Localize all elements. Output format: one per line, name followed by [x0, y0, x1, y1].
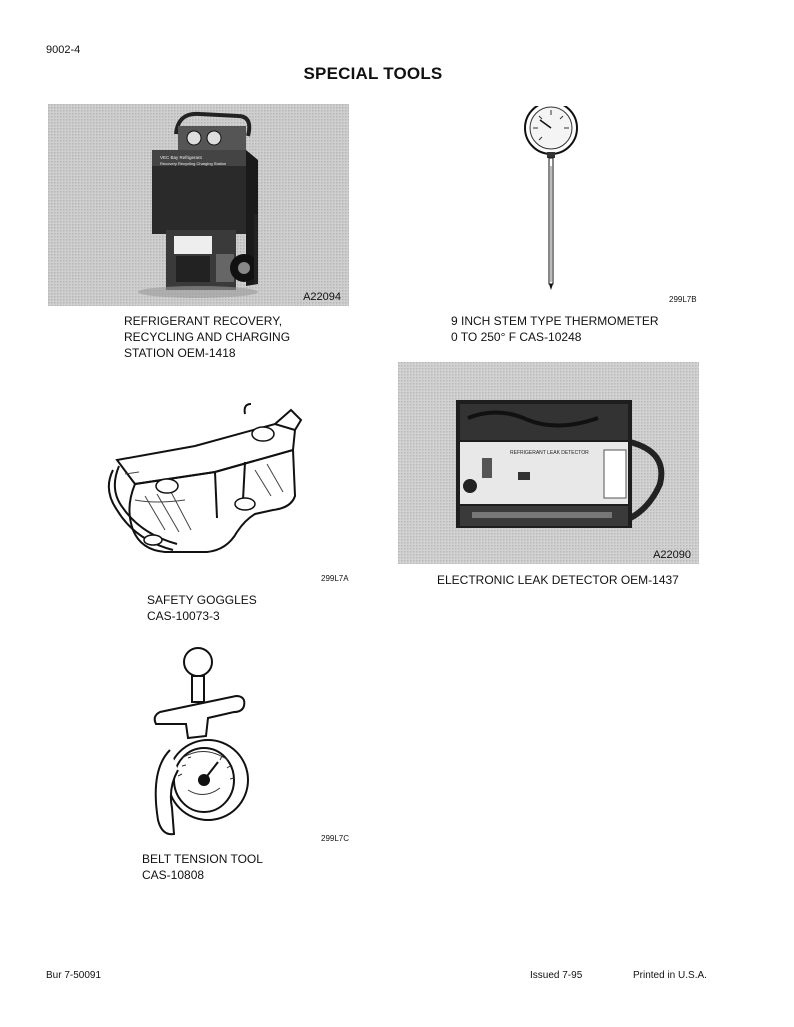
belt-tension-tool-drawing: [148, 640, 258, 840]
footer-issued: Issued 7-95: [530, 970, 583, 981]
belt-tension-tool-caption: BELT TENSION TOOL CAS-10808: [142, 852, 263, 882]
photo-label: A22094: [303, 291, 341, 303]
page-title: SPECIAL TOOLS: [303, 64, 443, 83]
page-number: 9002-4: [46, 44, 81, 56]
safety-goggles-drawing: [95, 400, 315, 562]
figure-id: 299L7C: [321, 834, 350, 843]
refrigerant-station-caption: REFRIGERANT RECOVERY, RECYCLING AND CHARGING STATION OEM-1418: [124, 314, 291, 360]
safety-goggles-caption: SAFETY GOGGLES CAS-10073-3: [147, 593, 257, 623]
figure-id: 299L7A: [321, 574, 349, 583]
thermometer-drawing: [510, 106, 600, 292]
svg-text:Recovery Recycling Charging St: Recovery Recycling Charging Station: [160, 161, 227, 166]
detector-panel-text: REFRIGERANT LEAK DETECTOR: [510, 450, 589, 456]
refrigerant-station-photo: [48, 104, 349, 306]
footer-printed: Printed in U.S.A.: [633, 970, 707, 981]
photo-label: A22090: [653, 549, 691, 561]
station-screen-text: VEC Bay Refrigerant: [160, 155, 202, 160]
footer-document-number: Bur 7-50091: [46, 970, 102, 981]
leak-detector-caption: ELECTRONIC LEAK DETECTOR OEM-1437: [437, 573, 679, 587]
leak-detector-photo: [398, 362, 699, 564]
thermometer-caption: 9 INCH STEM TYPE THERMOMETER 0 TO 250° F CAS-10248: [451, 314, 659, 344]
figure-id: 299L7B: [669, 295, 697, 304]
